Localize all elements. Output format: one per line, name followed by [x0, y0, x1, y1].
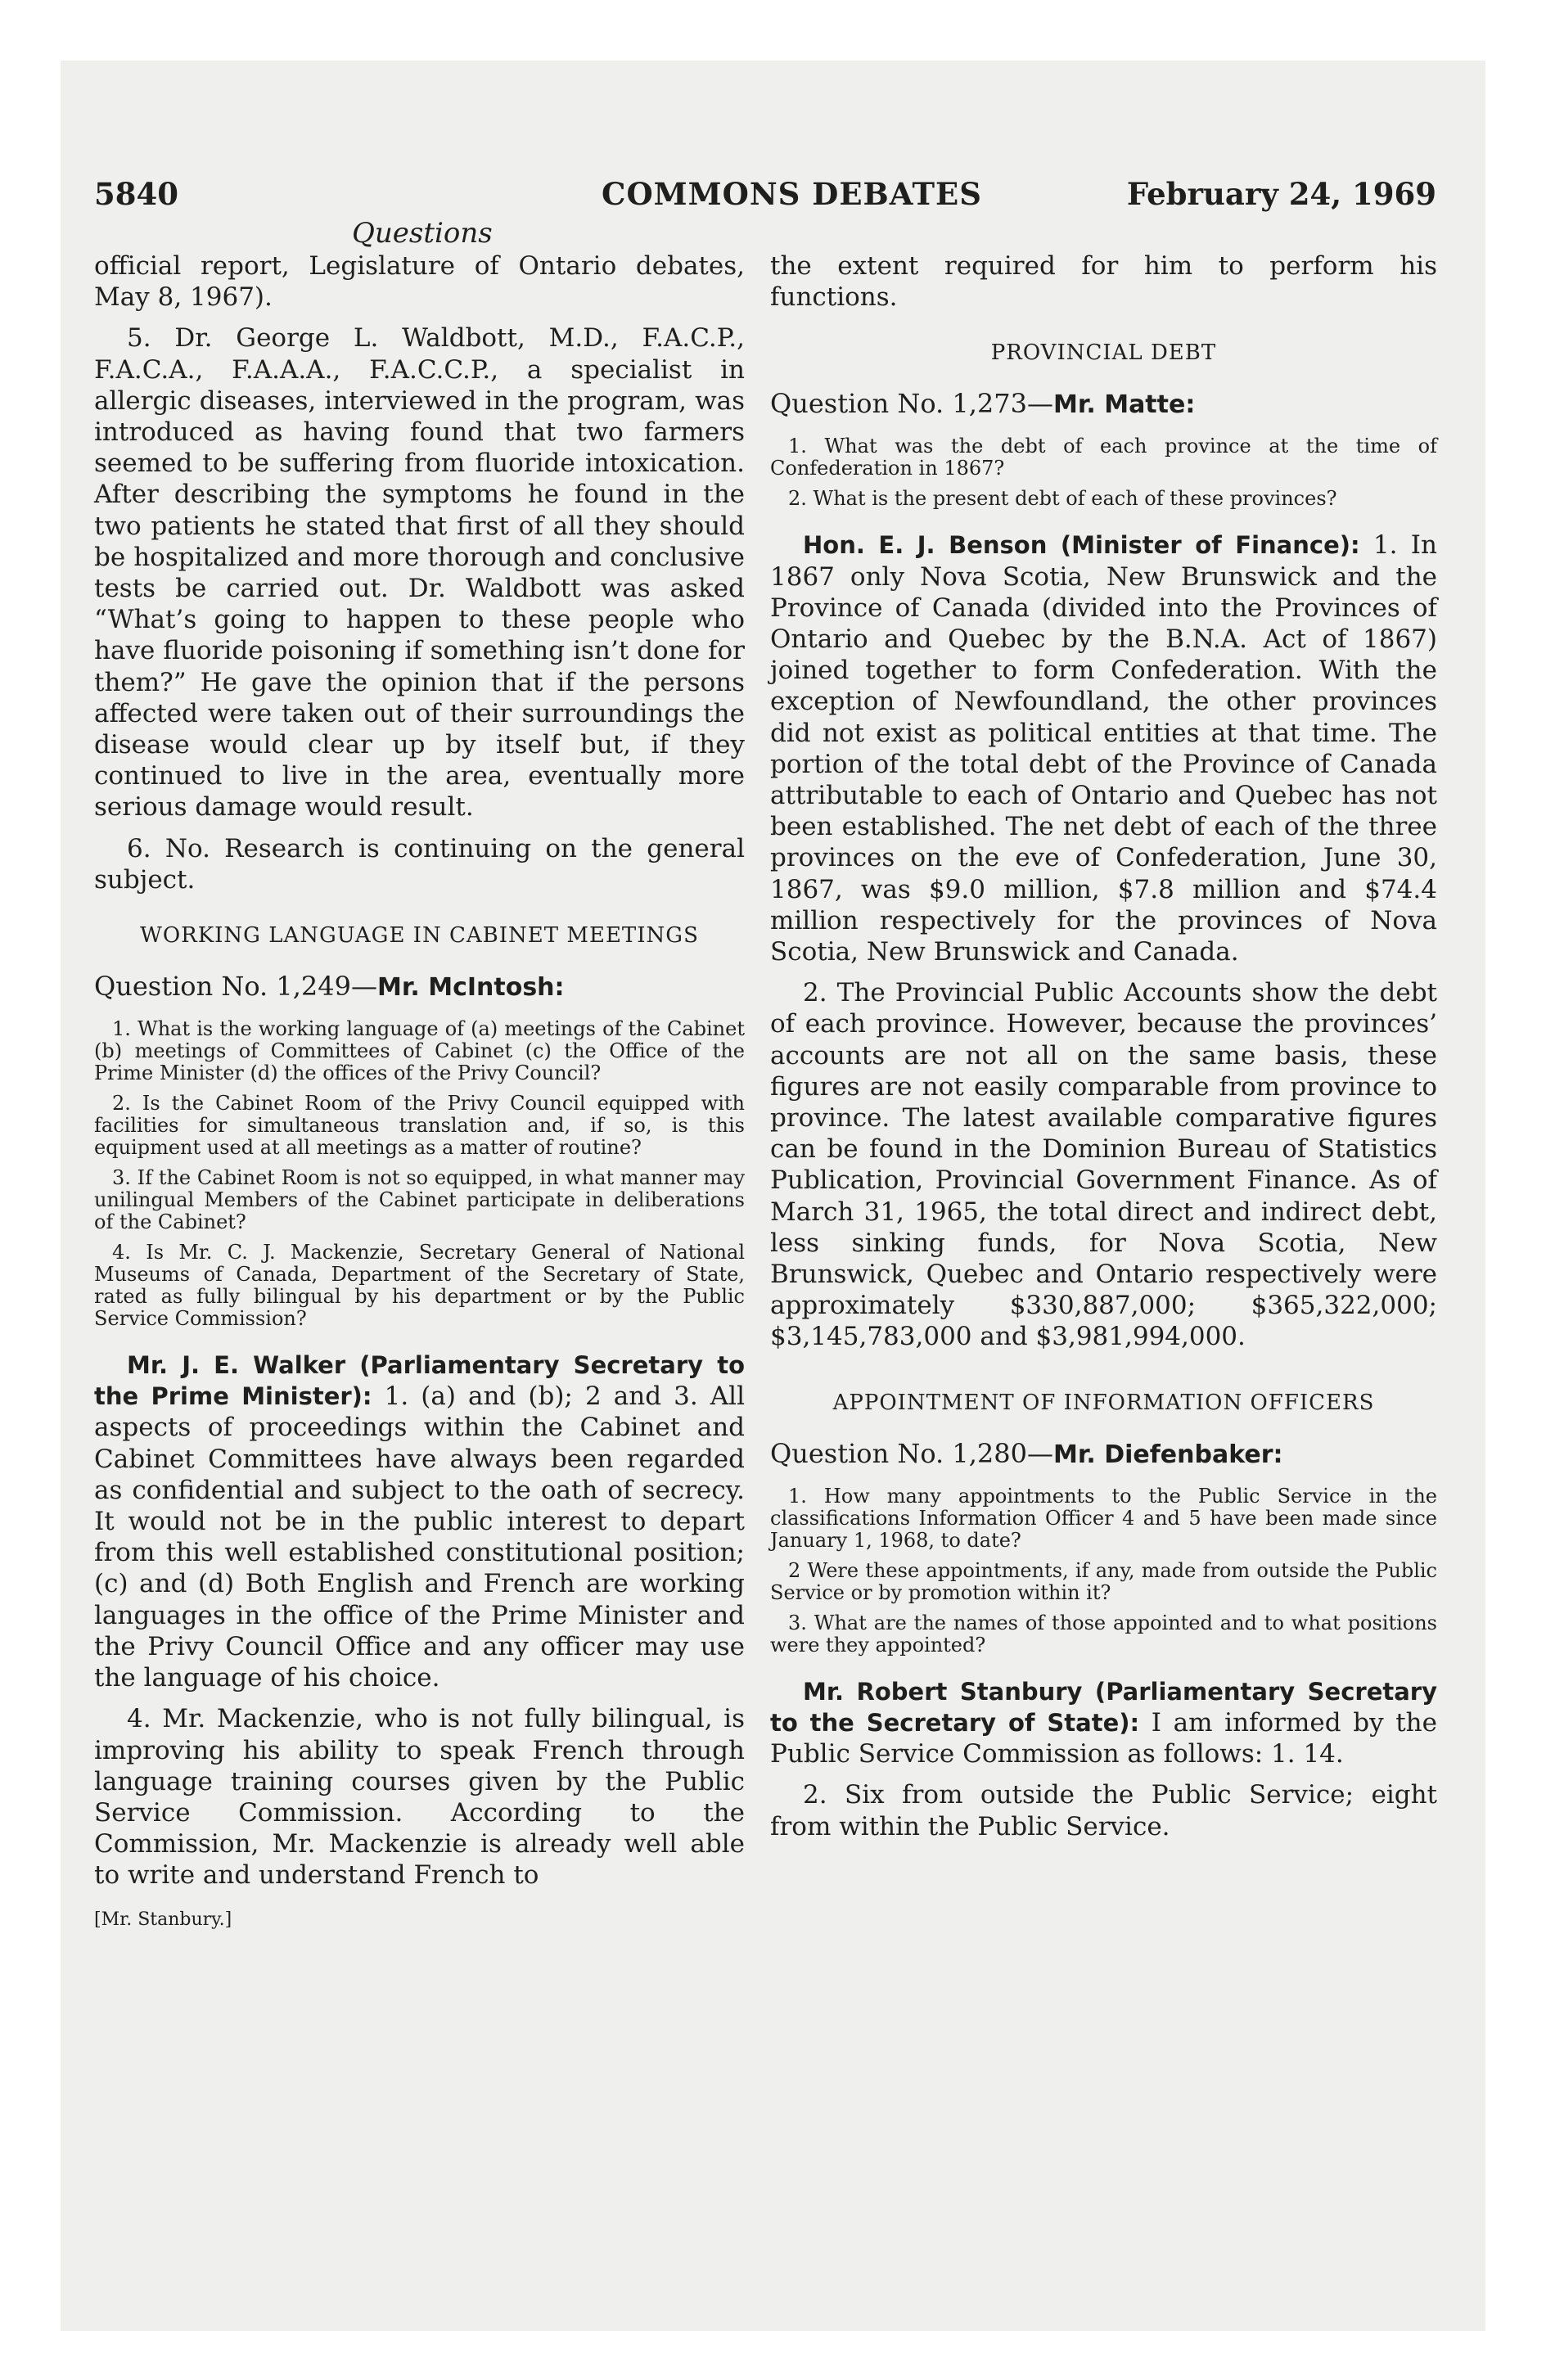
speaker-name: Hon. E. J. Benson (Minister of Finance):	[803, 531, 1360, 560]
questioner-name: Mr. Diefenbaker:	[1053, 1440, 1283, 1469]
paragraph: 6. No. Research is continuing on the general subject.	[94, 833, 745, 895]
paragraph: 2. The Provincial Public Accounts show the debt of each province. However, because the provinces’ accounts are not all on the same basis, these figures are not easily comparable from province to province. The latest available comparative figures can be found in the Dominion Bureau of Statistics Publication, Provincial Government Finance. As of March 31, 1965, the total direct and indirect debt, less sinking funds, for Nova Scotia, New Brunswick, Quebec and Ontario respectively were approximately $330,887,000; $365,322,000; $3,145,783,000 and $3,981,994,000.	[770, 978, 1437, 1352]
answer-paragraph	[770, 530, 1437, 967]
answer-paragraph	[770, 1676, 1437, 1770]
question-number: Question No. 1,273—	[770, 388, 1053, 420]
question-item: 1. What was the debt of each province at the time of Confederation in 1867?	[770, 435, 1437, 480]
question-number: Question No. 1,280—	[770, 1437, 1053, 1469]
page-header	[94, 176, 1436, 217]
footer-note: [Mr. Stanbury.]	[94, 1909, 232, 1930]
page-number: 5840	[94, 176, 178, 212]
question-item: 1. What is the working language of (a) meetings of the Cabinet (b) meetings of Committees of Cabinet (c) the Office of the Prime Minister (d) the offices of the Privy Council?	[94, 1017, 745, 1085]
section-title: APPOINTMENT OF INFORMATION OFFICERS	[832, 1390, 1375, 1415]
question-item: 2. What is the present debt of each of these provinces?	[788, 487, 1337, 511]
question-item: 1. How many appointments to the Public Service in the classifications Information Officer 4 and 5 have been made since January 1, 1968, to date?	[770, 1484, 1437, 1552]
answer-text: I am informed by the Public Service Commission as follows: 1. 14.	[770, 1707, 1437, 1769]
answer-paragraph	[94, 1350, 745, 1693]
paragraph: 5. Dr. George L. Waldbott, M.D., F.A.C.P., F.A.C.A., F.A.A.A., F.A.C.C.P., a specialist in allergic diseases, interviewed in the program, was introduced as having found that two farmers seemed to be suffering from fluoride intoxication. After describing the symptoms he found in the two patients he stated that first of all they should be hospitalized and more thorough and conclusive tests be carried out. Dr. Waldbott was asked “What’s going to happen to these people who have fluoride poisoning if something isn’t done for them?” He gave the opinion that if the persons affected were taken out of their surroundings the disease would clear up by itself but, if they continued to live in the area, eventually more serious damage would result.	[94, 323, 745, 823]
publication-title: COMMONS DEBATES	[602, 176, 982, 212]
question-number: Question No. 1,249—	[94, 971, 377, 1003]
paragraph: 4. Mr. Mackenzie, who is not fully bilingual, is improving his ability to speak French through language training courses given by the Public Service Commission. According to the Commission, Mr. Mackenzie is already well able to write and understand French to	[94, 1704, 745, 1891]
section-title: WORKING LANGUAGE IN CABINET MEETINGS	[140, 923, 699, 949]
left-column	[94, 250, 745, 1930]
question-item: 3. If the Cabinet Room is not so equipped, in what manner may unilingual Members of the Cabinet participate in deliberations of the Cabinet?	[94, 1166, 745, 1234]
question-item: 2. Is the Cabinet Room of the Privy Council equipped with facilities for simultaneous translation and, if so, is this equipment used at all meetings as a matter of routine?	[94, 1092, 745, 1160]
paragraph: 2. Six from outside the Public Service; eight from within the Public Service.	[770, 1780, 1437, 1841]
question-line	[770, 1438, 1437, 1469]
section-title: PROVINCIAL DEBT	[990, 340, 1217, 366]
answer-text: 1. (a) and (b); 2 and 3. All aspects of proceedings within the Cabinet and Cabinet Committees have always been regarded as confidential and subject to the oath of secrecy. It would not be in the public interest to depart from this well established constitutional position; (c) and (d) Both English and French are working languages in the office of the Prime Minister and the Privy Council Office and any officer may use the language of his choice.	[94, 1382, 746, 1693]
question-line	[770, 388, 1437, 419]
paragraph: official report, Legislature of Ontario debates, May 8, 1967).	[94, 251, 745, 313]
question-item: 2 Were these appointments, if any, made from outside the Public Service or by promotion within it?	[770, 1558, 1437, 1604]
question-item: 4. Is Mr. C. J. Mackenzie, Secretary General of National Museums of Canada, Department of the Secretary of State, rated as fully bilingual by his department or by the Public Service Commission?	[94, 1241, 745, 1331]
speaker-name: Mr. J. E. Walker (Parliamentary Secretary to the Prime Minister):	[94, 1351, 745, 1411]
question-line	[94, 971, 745, 1002]
speaker-name: Mr. Robert Stanbury (Parliamentary Secretary to the Secretary of State):	[770, 1677, 1437, 1737]
right-column	[770, 250, 1437, 1842]
question-item: 3. What are the names of those appointed and to what positions were they appointed?	[770, 1611, 1437, 1657]
questioner-name: Mr. McIntosh:	[377, 973, 565, 1003]
section-subhead: Questions	[352, 217, 493, 250]
publication-date: February 24, 1969	[1126, 176, 1436, 212]
questioner-name: Mr. Matte:	[1053, 390, 1196, 420]
answer-text: 1. In 1867 only Nova Scotia, New Brunswick and the Province of Canada (divided into the Provinces of Ontario and Quebec by the B.N.A. Act of 1867) joined together to form Confederation. With the exception of Newfoundland, the other provinces did not exist as political entities at that time. The portion of the total debt of the Province of Canada attributable to each of Ontario and Quebec has not been established. The net debt of each of the three provinces on the eve of Confederation, June 30, 1867, was $9.0 million, $7.8 million and $74.4 million respectively for the provinces of Nova Scotia, New Brunswick and Canada.	[770, 530, 1437, 967]
paragraph: the extent required for him to perform his functions.	[770, 251, 1437, 313]
